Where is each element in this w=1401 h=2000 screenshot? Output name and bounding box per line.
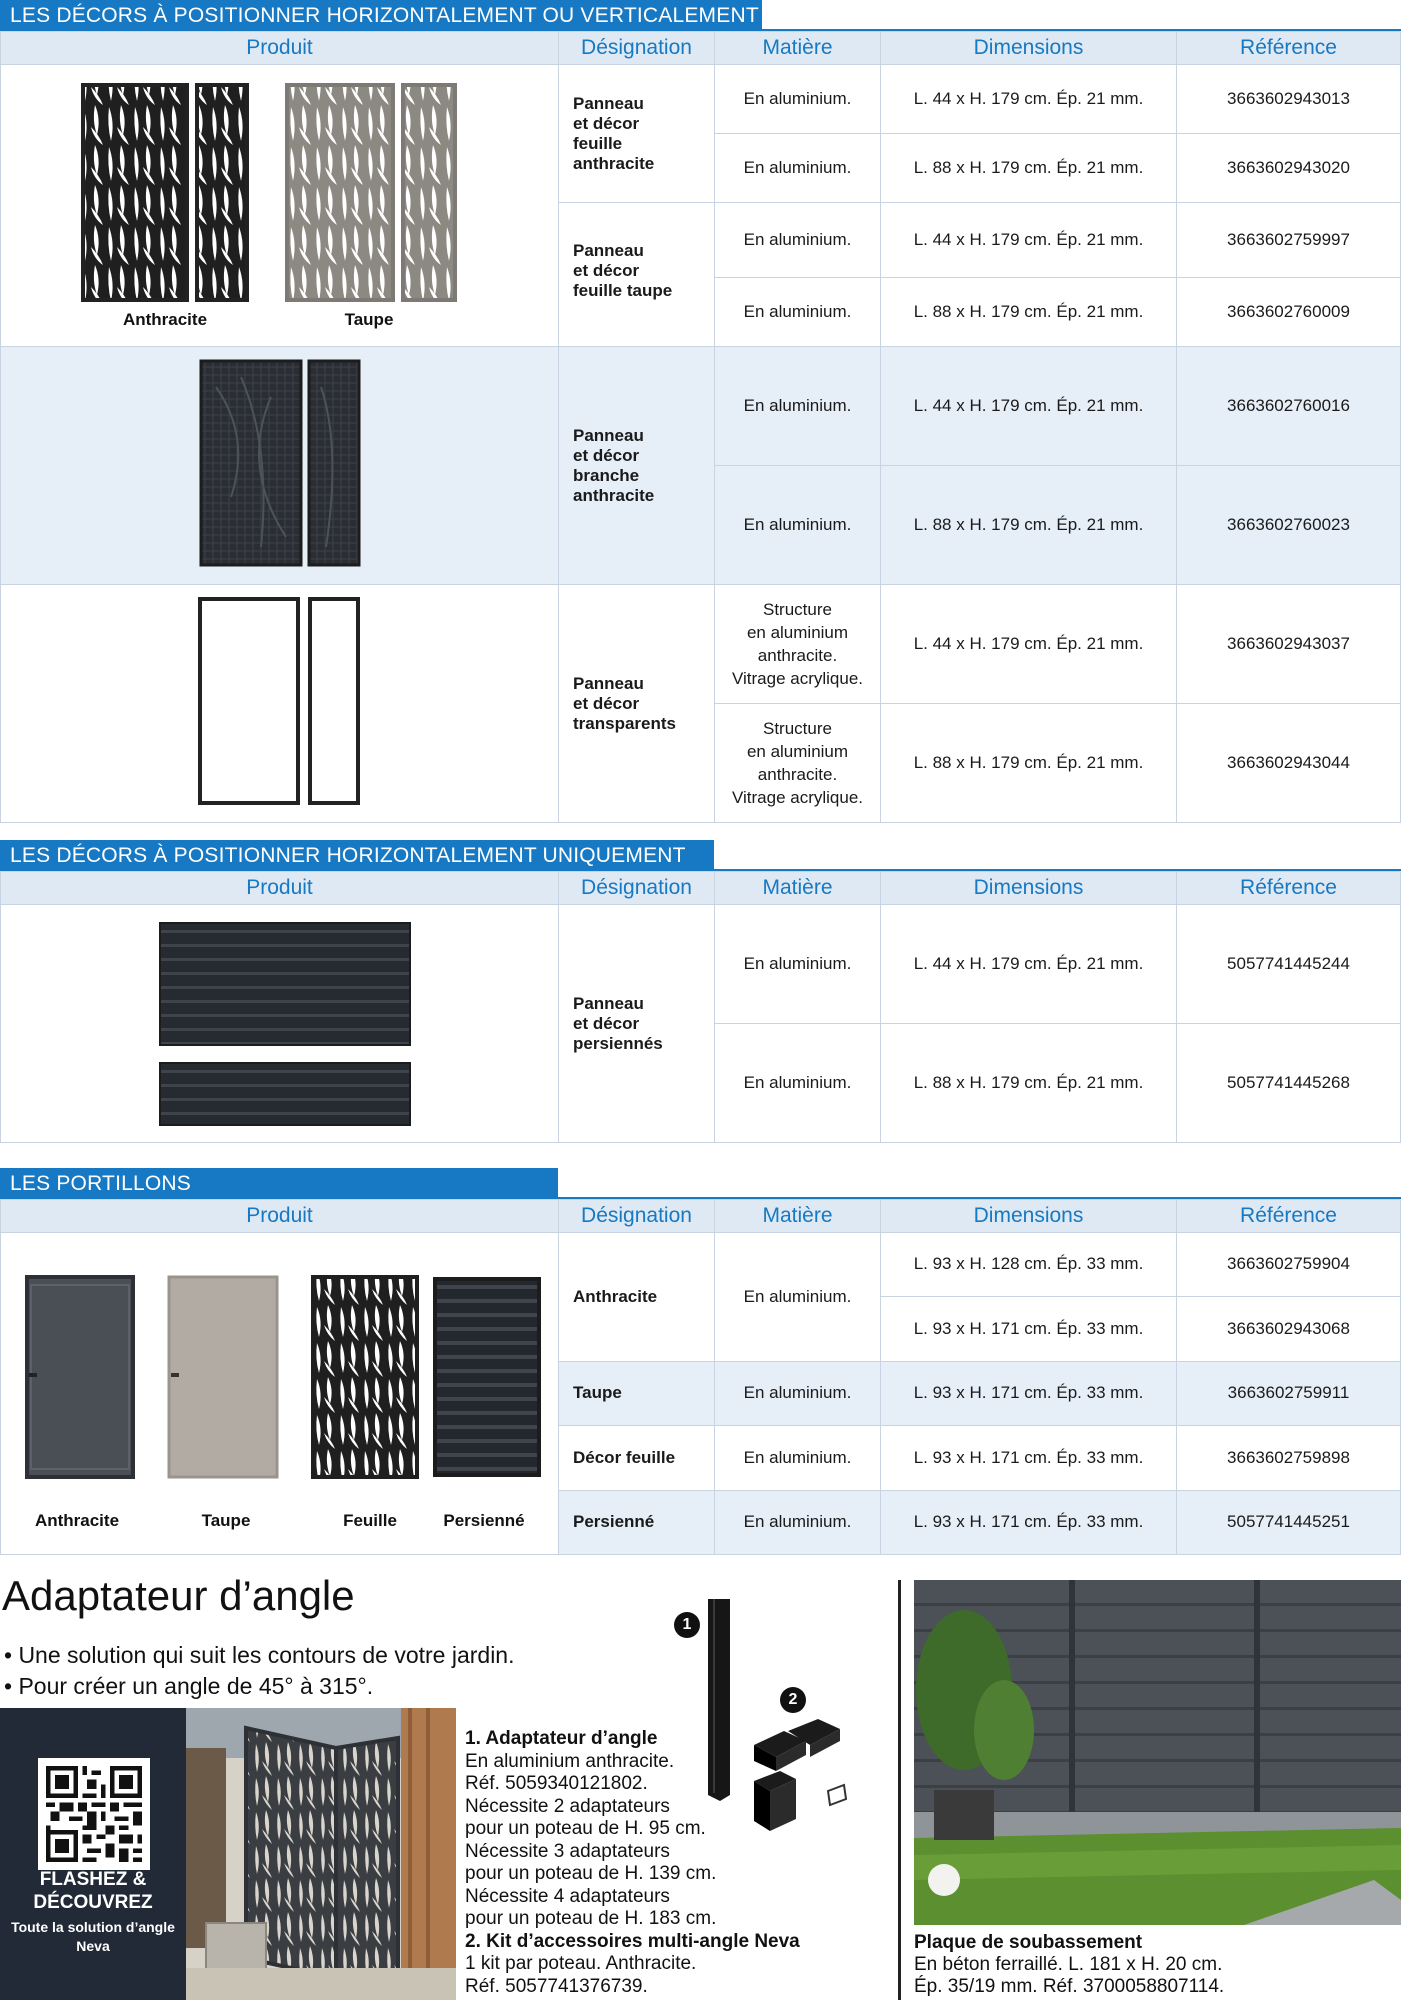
col-produit: Produit xyxy=(1,872,559,905)
reference-cell: 3663602943044 xyxy=(1177,704,1401,823)
col-dimensions: Dimensions xyxy=(881,32,1177,65)
dimensions-cell: L. 88 x H. 179 cm. Ép. 21 mm. xyxy=(881,704,1177,823)
dimensions-cell: L. 93 x H. 171 cm. Ép. 33 mm. xyxy=(881,1490,1177,1554)
branch-panels-image xyxy=(1,347,559,579)
col-designation: Désignation xyxy=(559,872,715,905)
matiere-cell: En aluminium. xyxy=(715,278,881,347)
gate-persienne xyxy=(435,1279,539,1475)
designation-decor-feuille: Décor feuille xyxy=(559,1425,715,1490)
badge-1: 1 xyxy=(674,1612,700,1638)
matiere-cell: En aluminium. xyxy=(715,905,881,1024)
reference-cell: 5057741445244 xyxy=(1177,905,1401,1024)
section-title-horizontal-vertical: LES DÉCORS À POSITIONNER HORIZONTALEMENT OU VERTICALEMENT xyxy=(0,0,762,31)
item1-line: En aluminium anthracite. xyxy=(465,1750,675,1772)
col-dimensions: Dimensions xyxy=(881,872,1177,905)
col-reference: Référence xyxy=(1177,1200,1401,1233)
plaque-description xyxy=(914,1932,1394,1998)
matiere-cell: En aluminium. xyxy=(715,466,881,585)
dimensions-cell: L. 44 x H. 179 cm. Ép. 21 mm. xyxy=(881,585,1177,704)
reference-cell: 3663602760009 xyxy=(1177,278,1401,347)
item1-line: Nécessite 4 adaptateurs xyxy=(465,1885,670,1907)
reference-cell: 3663602760016 xyxy=(1177,347,1401,466)
vertical-divider xyxy=(898,1580,901,2000)
dimensions-cell: L. 93 x H. 171 cm. Ép. 33 mm. xyxy=(881,1296,1177,1361)
matiere-cell: Structure en aluminium anthracite. Vitrage acrylique. xyxy=(715,585,881,704)
col-designation: Désignation xyxy=(559,32,715,65)
panel-large-taupe xyxy=(287,85,393,300)
matiere-cell: En aluminium. xyxy=(715,134,881,203)
dimensions-cell: L. 93 x H. 171 cm. Ép. 33 mm. xyxy=(881,1361,1177,1425)
col-designation: Désignation xyxy=(559,1200,715,1233)
table-row xyxy=(1,65,1401,134)
product-image-louvre-panels xyxy=(1,905,559,1143)
item2-heading: 2. Kit d’accessoires multi-angle Neva xyxy=(465,1930,800,1952)
adaptateur-title: Adaptateur d’angle xyxy=(2,1572,355,1619)
plaque-line: En béton ferraillé. L. 181 x H. 20 cm. xyxy=(914,1954,1223,1975)
dimensions-cell: L. 88 x H. 179 cm. Ép. 21 mm. xyxy=(881,1024,1177,1143)
panel-small-transparent xyxy=(310,599,358,803)
dimensions-cell: L. 88 x H. 179 cm. Ép. 21 mm. xyxy=(881,466,1177,585)
matiere-cell: En aluminium. xyxy=(715,1425,881,1490)
table-row xyxy=(1,585,1401,704)
reference-cell: 3663602760023 xyxy=(1177,466,1401,585)
col-dimensions: Dimensions xyxy=(881,1200,1177,1233)
designation-feuille-anthracite: Panneau et décor feuille anthracite xyxy=(559,65,715,203)
col-matiere: Matière xyxy=(715,32,881,65)
matiere-cell: En aluminium. xyxy=(715,1490,881,1554)
designation-anthracite: Anthracite xyxy=(559,1233,715,1362)
qr-code-icon[interactable] xyxy=(38,1758,150,1870)
caption-gate-anthracite: Anthracite xyxy=(34,1511,120,1530)
plaque-line: Ép. 35/19 mm. Réf. 3700058807114. xyxy=(914,1976,1225,1997)
matiere-cell: En aluminium. xyxy=(715,65,881,134)
dimensions-cell: L. 88 x H. 179 cm. Ép. 21 mm. xyxy=(881,134,1177,203)
item1-line: pour un poteau de H. 95 cm. xyxy=(465,1818,706,1839)
bullet-angle: • Pour créer un angle de 45° à 315°. xyxy=(4,1673,374,1699)
product-image-gates xyxy=(1,1233,559,1555)
table-row xyxy=(1,905,1401,1024)
item1-line: pour un poteau de H. 183 cm. xyxy=(465,1908,717,1929)
qr-promo-box[interactable] xyxy=(0,1708,186,2000)
caption-gate-taupe: Taupe xyxy=(201,1511,251,1530)
reference-cell: 3663602759997 xyxy=(1177,203,1401,278)
designation-taupe: Taupe xyxy=(559,1361,715,1425)
section-title-portillons: LES PORTILLONS xyxy=(0,1168,558,1199)
designation-transparents: Panneau et décor transparents xyxy=(559,585,715,823)
table-row xyxy=(1,347,1401,466)
item2-line: Réf. 5057741376739. xyxy=(465,1975,648,1997)
caption-anthracite: Anthracite xyxy=(122,310,208,329)
reference-cell: 3663602943068 xyxy=(1177,1296,1401,1361)
panel-large-anthracite xyxy=(83,85,187,300)
panel-small-louvre xyxy=(160,1063,410,1125)
product-image-transparent-panels xyxy=(1,585,559,823)
reference-cell: 3663602943020 xyxy=(1177,134,1401,203)
matiere-cell: En aluminium. xyxy=(715,1361,881,1425)
dimensions-cell: L. 44 x H. 179 cm. Ép. 21 mm. xyxy=(881,203,1177,278)
bullet-contours: • Une solution qui suit les contours de votre jardin. xyxy=(4,1642,515,1668)
terrace-photo xyxy=(186,1708,456,2000)
dimensions-cell: L. 44 x H. 179 cm. Ép. 21 mm. xyxy=(881,905,1177,1024)
col-produit: Produit xyxy=(1,32,559,65)
table-decors-h xyxy=(0,871,1401,1143)
matiere-cell: En aluminium. xyxy=(715,347,881,466)
reference-cell: 3663602943037 xyxy=(1177,585,1401,704)
reference-cell: 3663602759898 xyxy=(1177,1425,1401,1490)
qr-title: FLASHEZ & DÉCOUVREZ xyxy=(33,1869,153,1913)
item1-line: Réf. 5059340121802. xyxy=(465,1773,648,1794)
dimensions-cell: L. 44 x H. 179 cm. Ép. 21 mm. xyxy=(881,347,1177,466)
item1-line: Nécessite 2 adaptateurs xyxy=(465,1795,670,1817)
panel-large-branche xyxy=(201,361,301,565)
dimensions-cell: L. 44 x H. 179 cm. Ép. 21 mm. xyxy=(881,65,1177,134)
col-matiere: Matière xyxy=(715,872,881,905)
reference-cell: 5057741445268 xyxy=(1177,1024,1401,1143)
designation-feuille-taupe: Panneau et décor feuille taupe xyxy=(559,203,715,347)
matiere-cell: Structure en aluminium anthracite. Vitrage acrylique. xyxy=(715,704,881,823)
gates-image xyxy=(1,1233,559,1549)
caption-gate-persienne: Persienné xyxy=(443,1511,525,1530)
reference-cell: 3663602759911 xyxy=(1177,1361,1401,1425)
item1-line: pour un poteau de H. 139 cm. xyxy=(465,1863,717,1884)
leaf-panels-image xyxy=(1,65,559,341)
designation-branche-anthracite: Panneau et décor branche anthracite xyxy=(559,347,715,585)
col-matiere: Matière xyxy=(715,1200,881,1233)
matiere-cell: En aluminium. xyxy=(715,1233,881,1362)
table-row xyxy=(1,1233,1401,1297)
col-produit: Produit xyxy=(1,1200,559,1233)
caption-taupe: Taupe xyxy=(344,310,394,329)
panel-small-branche xyxy=(309,361,359,565)
accessory-description xyxy=(465,1728,865,1998)
designation-persienne: Persienné xyxy=(559,1490,715,1554)
qr-subtitle: Toute la solution d’angle Neva xyxy=(11,1919,175,1954)
item1-heading: 1. Adaptateur d’angle xyxy=(465,1728,658,1749)
matiere-cell: En aluminium. xyxy=(715,203,881,278)
badge-2: 2 xyxy=(780,1687,806,1713)
gate-feuille xyxy=(313,1277,417,1477)
product-image-leaf-panels xyxy=(1,65,559,347)
reference-cell: 3663602759904 xyxy=(1177,1233,1401,1297)
dimensions-cell: L. 93 x H. 128 cm. Ép. 33 mm. xyxy=(881,1233,1177,1297)
transparent-panels-image xyxy=(1,585,559,817)
reference-cell: 5057741445251 xyxy=(1177,1490,1401,1554)
dimensions-cell: L. 93 x H. 171 cm. Ép. 33 mm. xyxy=(881,1425,1177,1490)
plaque-photo xyxy=(914,1580,1401,1925)
table-decors-hv xyxy=(0,31,1401,823)
section-title-horizontal-only: LES DÉCORS À POSITIONNER HORIZONTALEMENT UNIQUEMENT xyxy=(0,840,714,871)
gate-anthracite xyxy=(27,1277,133,1477)
table-portillons xyxy=(0,1199,1401,1555)
caption-gate-feuille: Feuille xyxy=(343,1511,397,1530)
matiere-cell: En aluminium. xyxy=(715,1024,881,1143)
panel-small-taupe xyxy=(403,85,455,300)
product-image-branch-panels xyxy=(1,347,559,585)
panel-large-louvre xyxy=(160,923,410,1045)
louvre-panels-image xyxy=(1,905,559,1137)
col-reference: Référence xyxy=(1177,32,1401,65)
panel-small-anthracite xyxy=(197,85,247,300)
dimensions-cell: L. 88 x H. 179 cm. Ép. 21 mm. xyxy=(881,278,1177,347)
designation-persiennes: Panneau et décor persiennés xyxy=(559,905,715,1143)
panel-large-transparent xyxy=(200,599,298,803)
col-reference: Référence xyxy=(1177,872,1401,905)
item2-line: 1 kit par poteau. Anthracite. xyxy=(465,1953,697,1974)
reference-cell: 3663602943013 xyxy=(1177,65,1401,134)
item1-line: Nécessite 3 adaptateurs xyxy=(465,1840,670,1862)
plaque-heading: Plaque de soubassement xyxy=(914,1932,1143,1953)
gate-taupe xyxy=(169,1277,277,1477)
